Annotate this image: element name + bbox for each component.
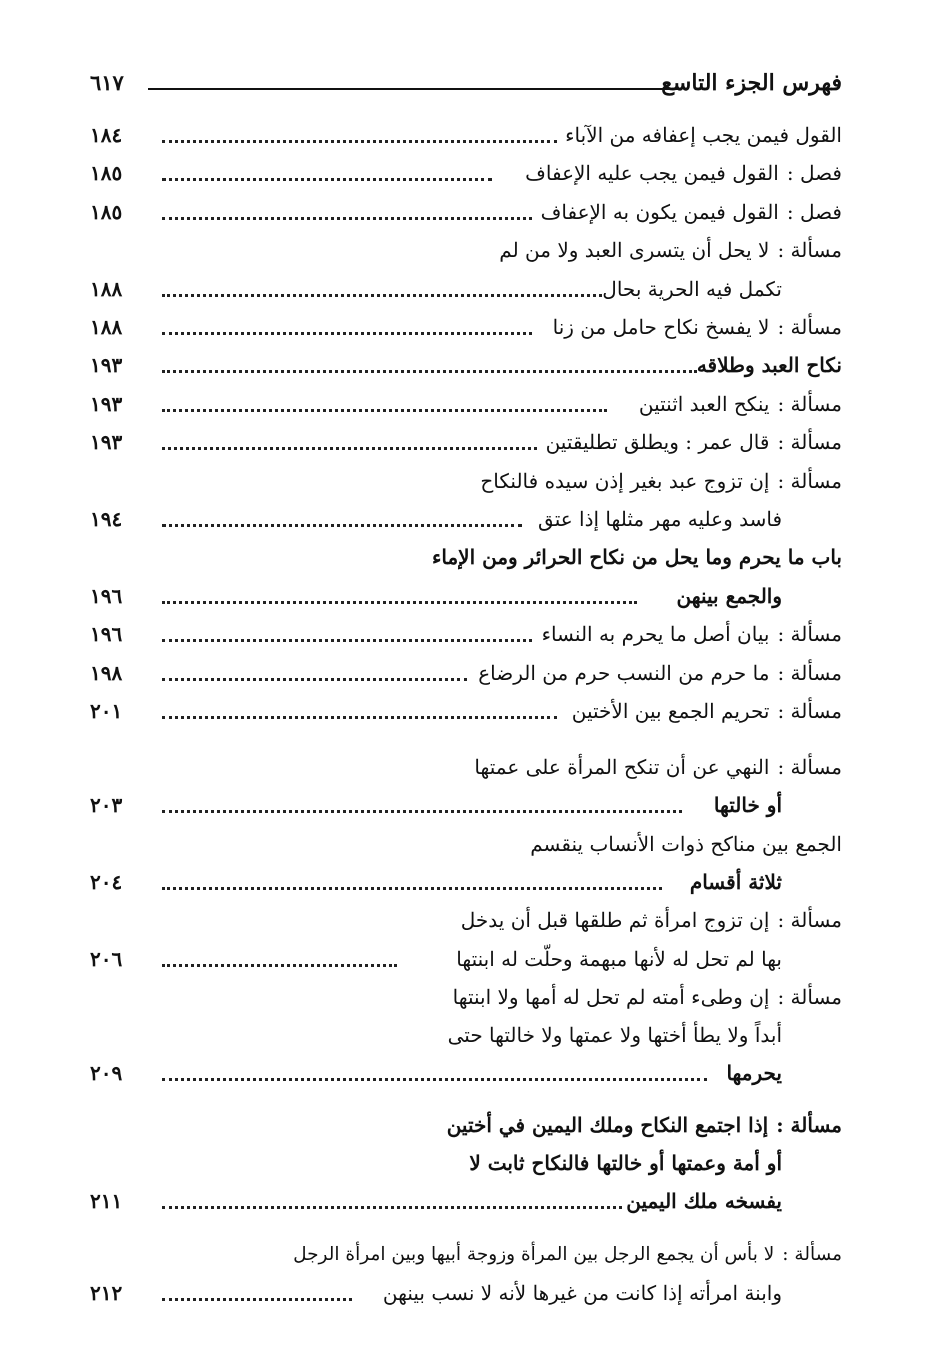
entry-title: ما حرم من النسب حرم من الرضاع	[478, 661, 770, 685]
entry-title: لا يحل أن يتسرى العبد ولا من لم	[499, 238, 770, 262]
entry-label: مسألة :	[776, 1113, 842, 1137]
leader-dots	[162, 887, 662, 890]
entry-text	[499, 237, 842, 263]
leader-dots	[162, 217, 532, 220]
leader-dots	[162, 409, 607, 412]
entry-page: ١٨٤	[90, 123, 123, 147]
entry-label: فصل :	[786, 161, 842, 185]
entry-text	[480, 468, 842, 494]
entry-page: ٢٠٣	[90, 793, 123, 817]
leader-dots	[162, 639, 532, 642]
leader-dots	[162, 1078, 707, 1081]
toc-entry	[90, 976, 842, 1014]
entry-text: يفسخه ملك اليمين	[626, 1189, 782, 1213]
entry-page: ٢٠٦	[90, 947, 123, 971]
entry-label: مسألة :	[777, 908, 842, 932]
toc-entry	[90, 1142, 842, 1180]
entry-page: ١٨٨	[90, 277, 123, 301]
entry-label: مسألة :	[777, 985, 842, 1009]
toc-entry	[90, 1234, 842, 1272]
entry-text	[293, 1242, 842, 1268]
leader-dots	[162, 140, 557, 143]
entry-page: ١٨٨	[90, 315, 123, 339]
entry-label: مسألة :	[782, 1244, 842, 1265]
entry-page: ١٩٦	[90, 622, 123, 646]
toc-entry	[90, 152, 842, 190]
toc-entry	[90, 1104, 842, 1142]
entry-title: إذا اجتمع النكاح وملك اليمين في أختين	[446, 1113, 769, 1137]
entry-title: تحريم الجمع بين الأختين	[571, 699, 770, 723]
entry-label: مسألة :	[777, 315, 842, 339]
toc-entry	[90, 114, 842, 152]
entry-label: مسألة :	[777, 699, 842, 723]
entry-text	[478, 660, 842, 686]
entry-title: لا يفسخ نكاح حامل من زنا	[552, 315, 770, 339]
entry-title: ينكح العبد اثنتين	[638, 392, 770, 416]
entry-title: القول فيمن يكون به الإعفاف	[540, 200, 779, 224]
toc-entry	[90, 746, 842, 784]
toc-entry	[90, 823, 842, 861]
entry-text: نكاح العبد وطلاقه	[696, 353, 842, 377]
toc-entry	[90, 421, 842, 459]
entry-page: ١٩٣	[90, 430, 123, 454]
entry-title: قال عمر : ويطلق تطليقتين	[545, 430, 770, 454]
leader-dots	[162, 524, 522, 527]
leader-dots	[162, 447, 537, 450]
leader-dots	[162, 810, 682, 813]
entry-label: مسألة :	[777, 392, 842, 416]
toc-entry	[90, 613, 842, 651]
leader-dots	[162, 332, 532, 335]
entry-text: والجمع بينهن	[676, 584, 782, 608]
toc-entry	[90, 690, 842, 728]
leader-dots	[162, 178, 492, 181]
entry-page: ٢٠٤	[90, 870, 123, 894]
toc-entry	[90, 1180, 842, 1218]
page-header	[90, 68, 842, 112]
entry-text: وابنة امرأته إذا كانت من غيرها لأنه لا نسب بينهن	[382, 1281, 782, 1305]
entry-title: النهي عن أن تنكح المرأة على عمتها	[474, 755, 770, 779]
entry-text: أو خالتها	[713, 793, 782, 817]
entry-title: إن وطىء أمته لم تحل له أمها ولا ابنتها	[452, 985, 770, 1009]
toc-entry	[90, 1272, 842, 1310]
toc-entry	[90, 575, 842, 613]
entry-page: ٢٠١	[90, 699, 123, 723]
entry-page: ٢١١	[90, 1189, 123, 1213]
entry-text: يحرمها	[726, 1061, 782, 1085]
toc-entry	[90, 536, 842, 574]
toc-entry	[90, 498, 842, 536]
entry-text: بها لم تحل له لأنها مبهمة وحلّت له ابنتها	[456, 947, 782, 971]
entry-page: ١٩٣	[90, 392, 123, 416]
leader-dots	[162, 964, 397, 967]
toc-entry	[90, 383, 842, 421]
entry-page: ١٨٥	[90, 200, 123, 224]
entry-title: إن تزوج امرأة ثم طلقها قبل أن يدخل	[460, 908, 770, 932]
entry-text	[639, 391, 842, 417]
entry-label: مسألة :	[777, 469, 842, 493]
entry-text: تكمل فيه الحرية بحال	[602, 277, 782, 301]
entry-label: فصل :	[786, 200, 842, 224]
running-title: فهرس الجزء التاسع	[661, 70, 842, 96]
entry-page: ١٩٨	[90, 661, 123, 685]
entry-text: باب ما يحرم وما يحل من نكاح الحرائر ومن الإماء	[431, 545, 842, 569]
entry-text: الجمع بين مناكح ذوات الأنساب ينقسم	[530, 832, 842, 856]
toc-entry	[90, 1052, 842, 1090]
entry-label: مسألة :	[777, 755, 842, 779]
toc-entry	[90, 861, 842, 899]
toc-entry	[90, 652, 842, 690]
entry-page: ١٨٥	[90, 161, 123, 185]
entry-text	[453, 984, 842, 1010]
entry-text	[447, 1112, 842, 1138]
toc-entry	[90, 191, 842, 229]
entry-text	[525, 160, 842, 186]
leader-dots	[162, 370, 697, 373]
toc-entry	[90, 460, 842, 498]
entry-title: لا بأس أن يجمع الرجل بين المرأة وزوجة أبيها وبين امرأة الرجل	[293, 1244, 775, 1265]
entry-label: مسألة :	[777, 661, 842, 685]
leader-dots	[162, 678, 467, 681]
entry-text	[541, 199, 842, 225]
leader-dots	[162, 294, 602, 297]
toc-entry	[90, 306, 842, 344]
toc-entry	[90, 268, 842, 306]
toc-entry	[90, 784, 842, 822]
entry-title: بيان أصل ما يحرم به النساء	[541, 622, 770, 646]
entry-page: ٢١٢	[90, 1281, 123, 1305]
toc-entry	[90, 1014, 842, 1052]
entry-text	[461, 907, 842, 933]
page-number: ٦١٧	[90, 70, 124, 95]
leader-dots	[162, 716, 557, 719]
leader-dots	[162, 1206, 622, 1209]
entry-label: مسألة :	[777, 430, 842, 454]
toc-entry	[90, 899, 842, 937]
entry-page: ١٩٣	[90, 353, 123, 377]
leader-dots	[162, 1298, 352, 1301]
entry-page: ١٩٦	[90, 584, 123, 608]
entry-text	[542, 621, 842, 647]
entry-text	[474, 754, 842, 780]
entry-text: ثلاثة أقسام	[689, 870, 782, 894]
entry-page: ١٩٤	[90, 507, 123, 531]
toc-entry	[90, 938, 842, 976]
entry-title: إن تزوج عبد بغير إذن سيده فالنكاح	[480, 469, 770, 493]
entry-page: ٢٠٩	[90, 1061, 123, 1085]
toc-entry	[90, 229, 842, 267]
entry-text: أو أمة وعمتها أو خالتها فالنكاح ثابت لا	[469, 1151, 782, 1175]
entry-label: مسألة :	[777, 622, 842, 646]
header-rule	[148, 88, 682, 90]
entry-text: القول فيمن يجب إعفافه من الآباء	[565, 123, 842, 147]
entry-text	[572, 698, 842, 724]
entry-label: مسألة :	[777, 238, 842, 262]
toc-entry	[90, 344, 842, 382]
entry-text	[546, 429, 842, 455]
leader-dots	[162, 601, 637, 604]
entry-text: فاسد وعليه مهر مثلها إذا عتق	[538, 507, 782, 531]
entry-text	[553, 314, 842, 340]
entry-text: أبداً ولا يطأ أختها ولا عمتها ولا خالتها حتى	[447, 1023, 782, 1047]
entry-title: القول فيمن يجب عليه الإعفاف	[525, 161, 779, 185]
